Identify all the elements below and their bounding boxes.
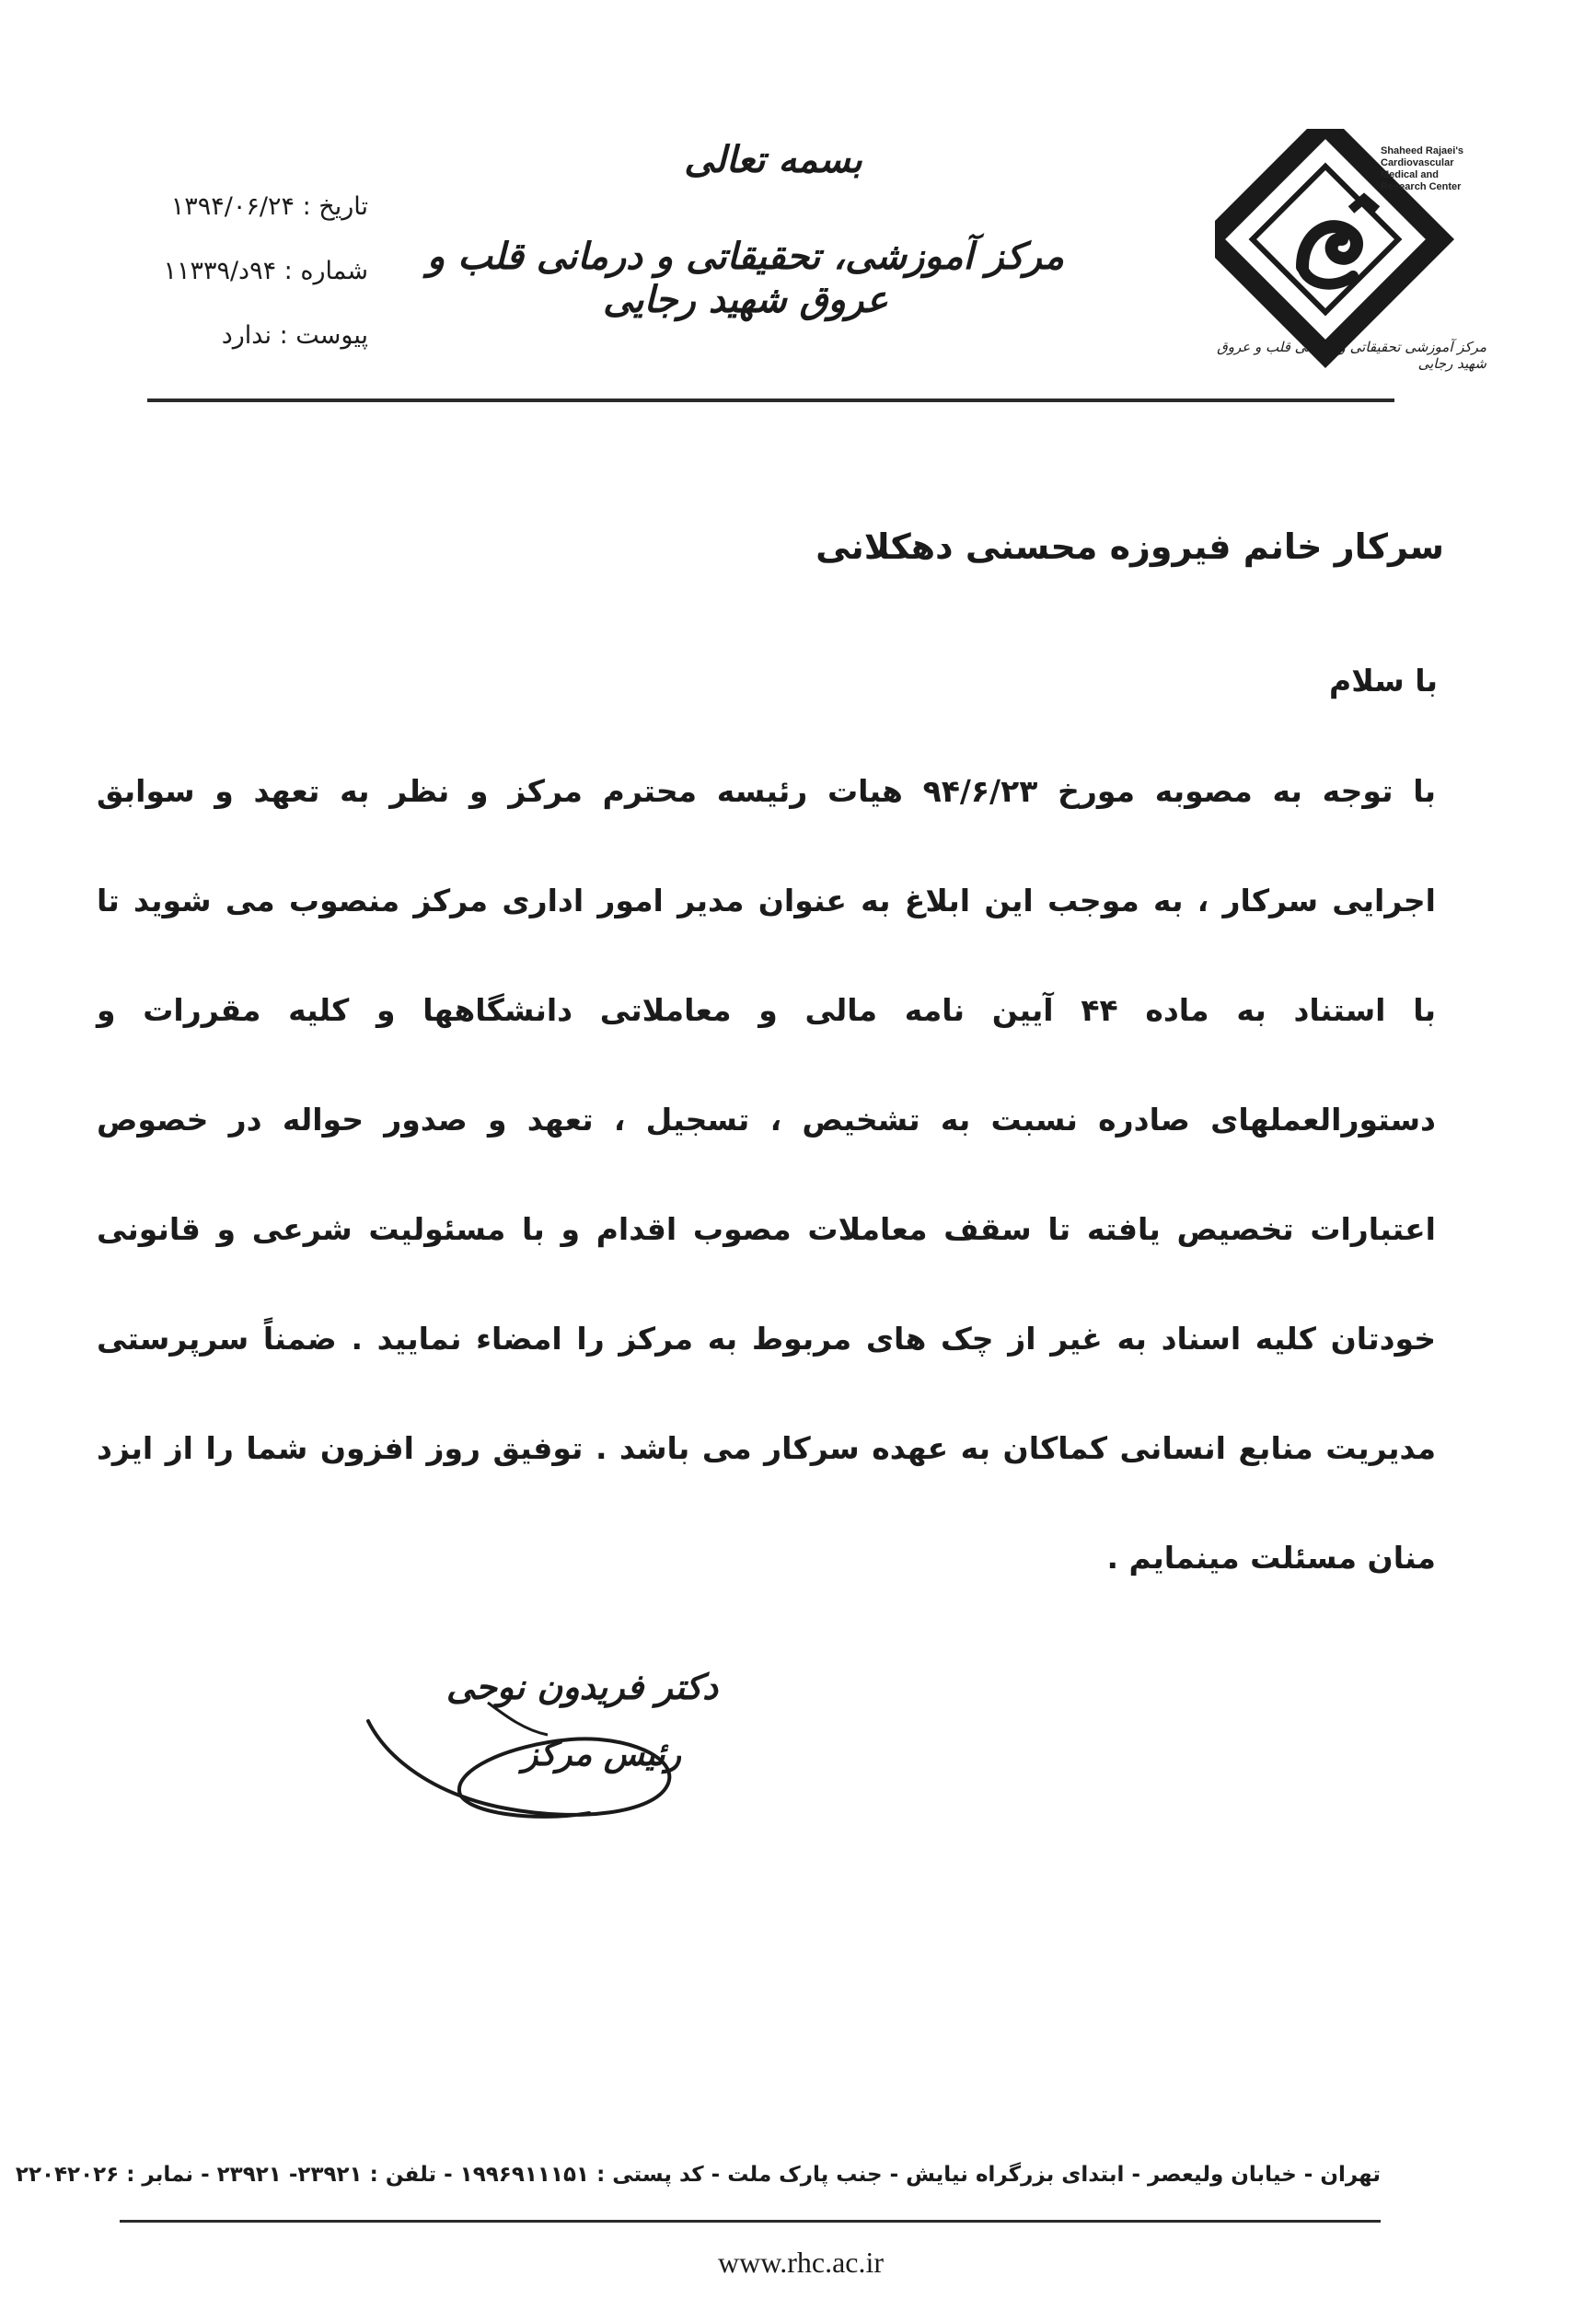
body-line: مدیریت منابع انسانی کماکان به عهده سرکار می باشد . توفیق روز افزون شما را از ایزد [97, 1430, 1436, 1466]
body-line: منان مسئلت مینمایم . [1106, 1540, 1436, 1576]
attachment-field: پیوست : ندارد [221, 321, 368, 350]
body-line: دستورالعملهای صادره نسبت به تشخیص ، تسجیل ، تعهد و صدور حواله در خصوص [97, 1102, 1436, 1138]
letter-body [97, 764, 1436, 1640]
logo-english-text: Shaheed Rajaei's Cardiovascular Medical and Research Center [1381, 145, 1464, 192]
footer-address: تهران - خیابان ولیعصر - ابتدای بزرگراه نیایش - جنب پارک ملت - کد پستی : ۱۹۹۶۹۱۱۱۵۱ - تلفن : ۲۳۹۲۱- ۲۳۹۲۱ - نمابر : ۲۲۰۴۲۰۲۶ [15, 2163, 1381, 2187]
date-field: تاریخ : ۱۳۹۴/۰۶/۲۴ [170, 192, 368, 221]
header-divider [147, 399, 1394, 402]
body-line: با استناد به ماده ۴۴ آیین نامه مالی و معاملاتی دانشگاهها و کلیه مقررات و [97, 992, 1436, 1028]
handwritten-signature [350, 1684, 700, 1841]
greeting-line: با سلام [1329, 663, 1438, 699]
body-line: اعتبارات تخصیص یافته تا سقف معاملات مصوب اقدام و با مسئولیت شرعی و قانونی [97, 1211, 1436, 1247]
signatory-name: دکتر فریدون نوحی [445, 1666, 718, 1707]
footer-divider [120, 2220, 1381, 2223]
footer-website: www.rhc.ac.ir [717, 2246, 885, 2279]
organization-name: مرکز آموزشی، تحقیقاتی و درمانی قلب و عروق شهید رجایی [426, 235, 1065, 321]
recipient-line: سرکار خانم فیروزه محسنی دهکلانی [815, 526, 1444, 567]
logo-persian-caption: مرکز آموزشی تحقیقاتی و درمانی قلب و عروق شهید رجایی [1217, 339, 1486, 372]
body-line: اجرایی سرکار ، به موجب این ابلاغ به عنوان مدیر امور اداری مرکز منصوب می شوید تا [97, 883, 1436, 918]
letter-metadata [74, 175, 368, 368]
signatory-title: رئیس مرکز [522, 1735, 681, 1773]
body-line: خودتان کلیه اسناد به غیر از چک های مربوط به مرکز را امضاء نمایید . ضمناً سرپرستی [97, 1321, 1436, 1357]
letter-number-field: شماره : ۹۴د/۱۱۳۳۹ [163, 257, 368, 285]
body-line: با توجه به مصوبه مورخ ۹۴/۶/۲۳ هیات رئیسه محترم مرکز و نظر به تعهد و سوابق [97, 773, 1437, 809]
bismillah-heading: بسمه تعالی [684, 138, 862, 181]
